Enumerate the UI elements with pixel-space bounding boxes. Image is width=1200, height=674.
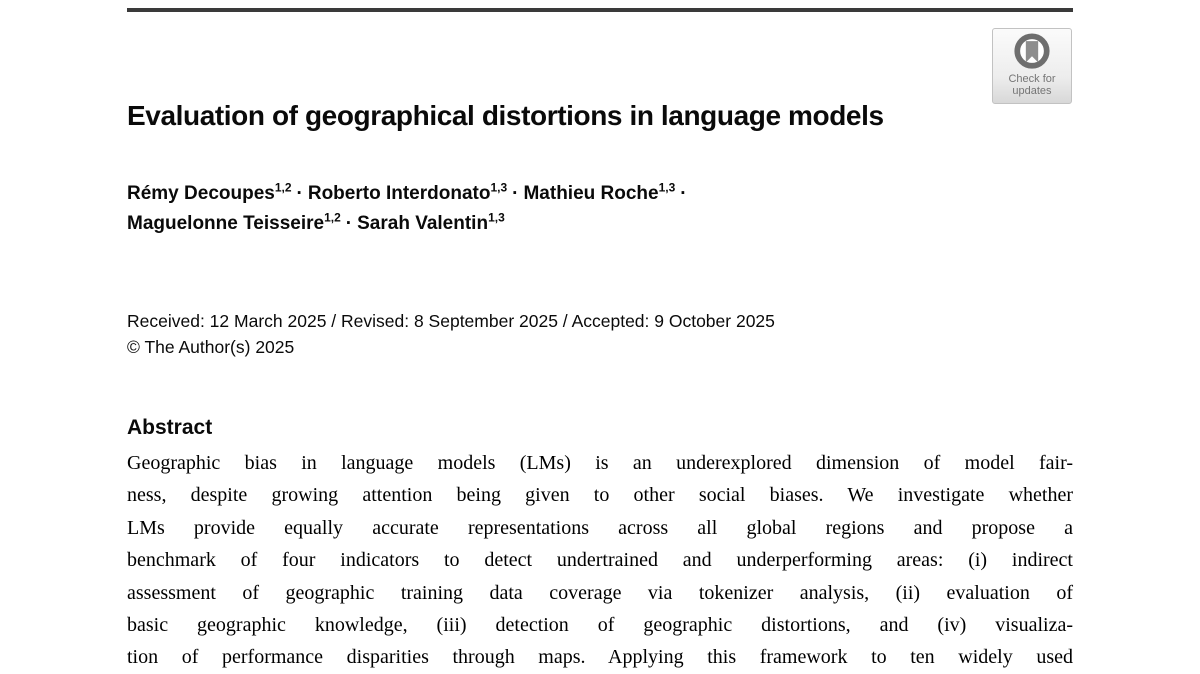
author-line-1: [127, 179, 692, 209]
abstract-section: [127, 416, 1073, 674]
badge-label-line2: updates: [1012, 85, 1052, 97]
author-affiliation: 1,3: [658, 180, 676, 195]
abstract-line: assessment of geographic training data coverage via tokenizer analysis, (ii) evaluation of: [127, 581, 1073, 604]
abstract-line: benchmark of four indicators to detect undertrained and underperforming areas: (i) indirect: [127, 549, 1073, 572]
author-name: Roberto Interdonato: [307, 183, 491, 204]
header-rule: [127, 8, 1073, 12]
author-affiliation: 1,3: [490, 180, 508, 195]
author-line-2: [127, 209, 692, 239]
badge-label: [1008, 73, 1055, 97]
author-separator: ·: [296, 183, 303, 204]
abstract-line: Geographic bias in language models (LMs) is an underexplored dimension of model fair-: [127, 452, 1073, 474]
crossmark-bookmark-icon: [1013, 33, 1051, 71]
author-affiliation: 1,2: [274, 180, 292, 195]
copyright-line: © The Author(s) 2025: [127, 337, 295, 357]
author-list: [127, 179, 692, 239]
author-name: Maguelonne Teisseire: [127, 213, 325, 234]
abstract-heading: Abstract: [127, 416, 213, 439]
article-history: [127, 308, 775, 360]
author-separator: ·: [680, 183, 687, 204]
badge-label-line1: Check for: [1008, 73, 1056, 85]
author-separator: ·: [345, 213, 353, 234]
check-for-updates-badge[interactable]: [992, 28, 1072, 104]
received-revised-accepted-line: Received: 12 March 2025 / Revised: 8 September 2025 / Accepted: 9 October 2025: [127, 311, 775, 331]
author-separator: ·: [512, 183, 519, 204]
abstract-line: ness, despite growing attention being given to other social biases. We investigate whether: [127, 484, 1073, 507]
author-name: Rémy Decoupes: [127, 183, 275, 204]
author-affiliation: 1,3: [488, 210, 505, 225]
abstract-line: tion of performance disparities through maps. Applying this framework to ten widely used: [127, 646, 1073, 669]
abstract-line: LMs provide equally accurate representations across all global regions and propose a: [127, 516, 1073, 539]
abstract-text: [127, 447, 1073, 674]
paper-title: Evaluation of geographical distortions in language models: [127, 100, 884, 131]
author-affiliation: 1,2: [324, 210, 341, 225]
abstract-line: basic geographic knowledge, (iii) detection of geographic distortions, and (iv) visualiza-: [127, 614, 1073, 637]
author-name: Mathieu Roche: [523, 183, 659, 204]
author-name: Sarah Valentin: [357, 213, 489, 234]
